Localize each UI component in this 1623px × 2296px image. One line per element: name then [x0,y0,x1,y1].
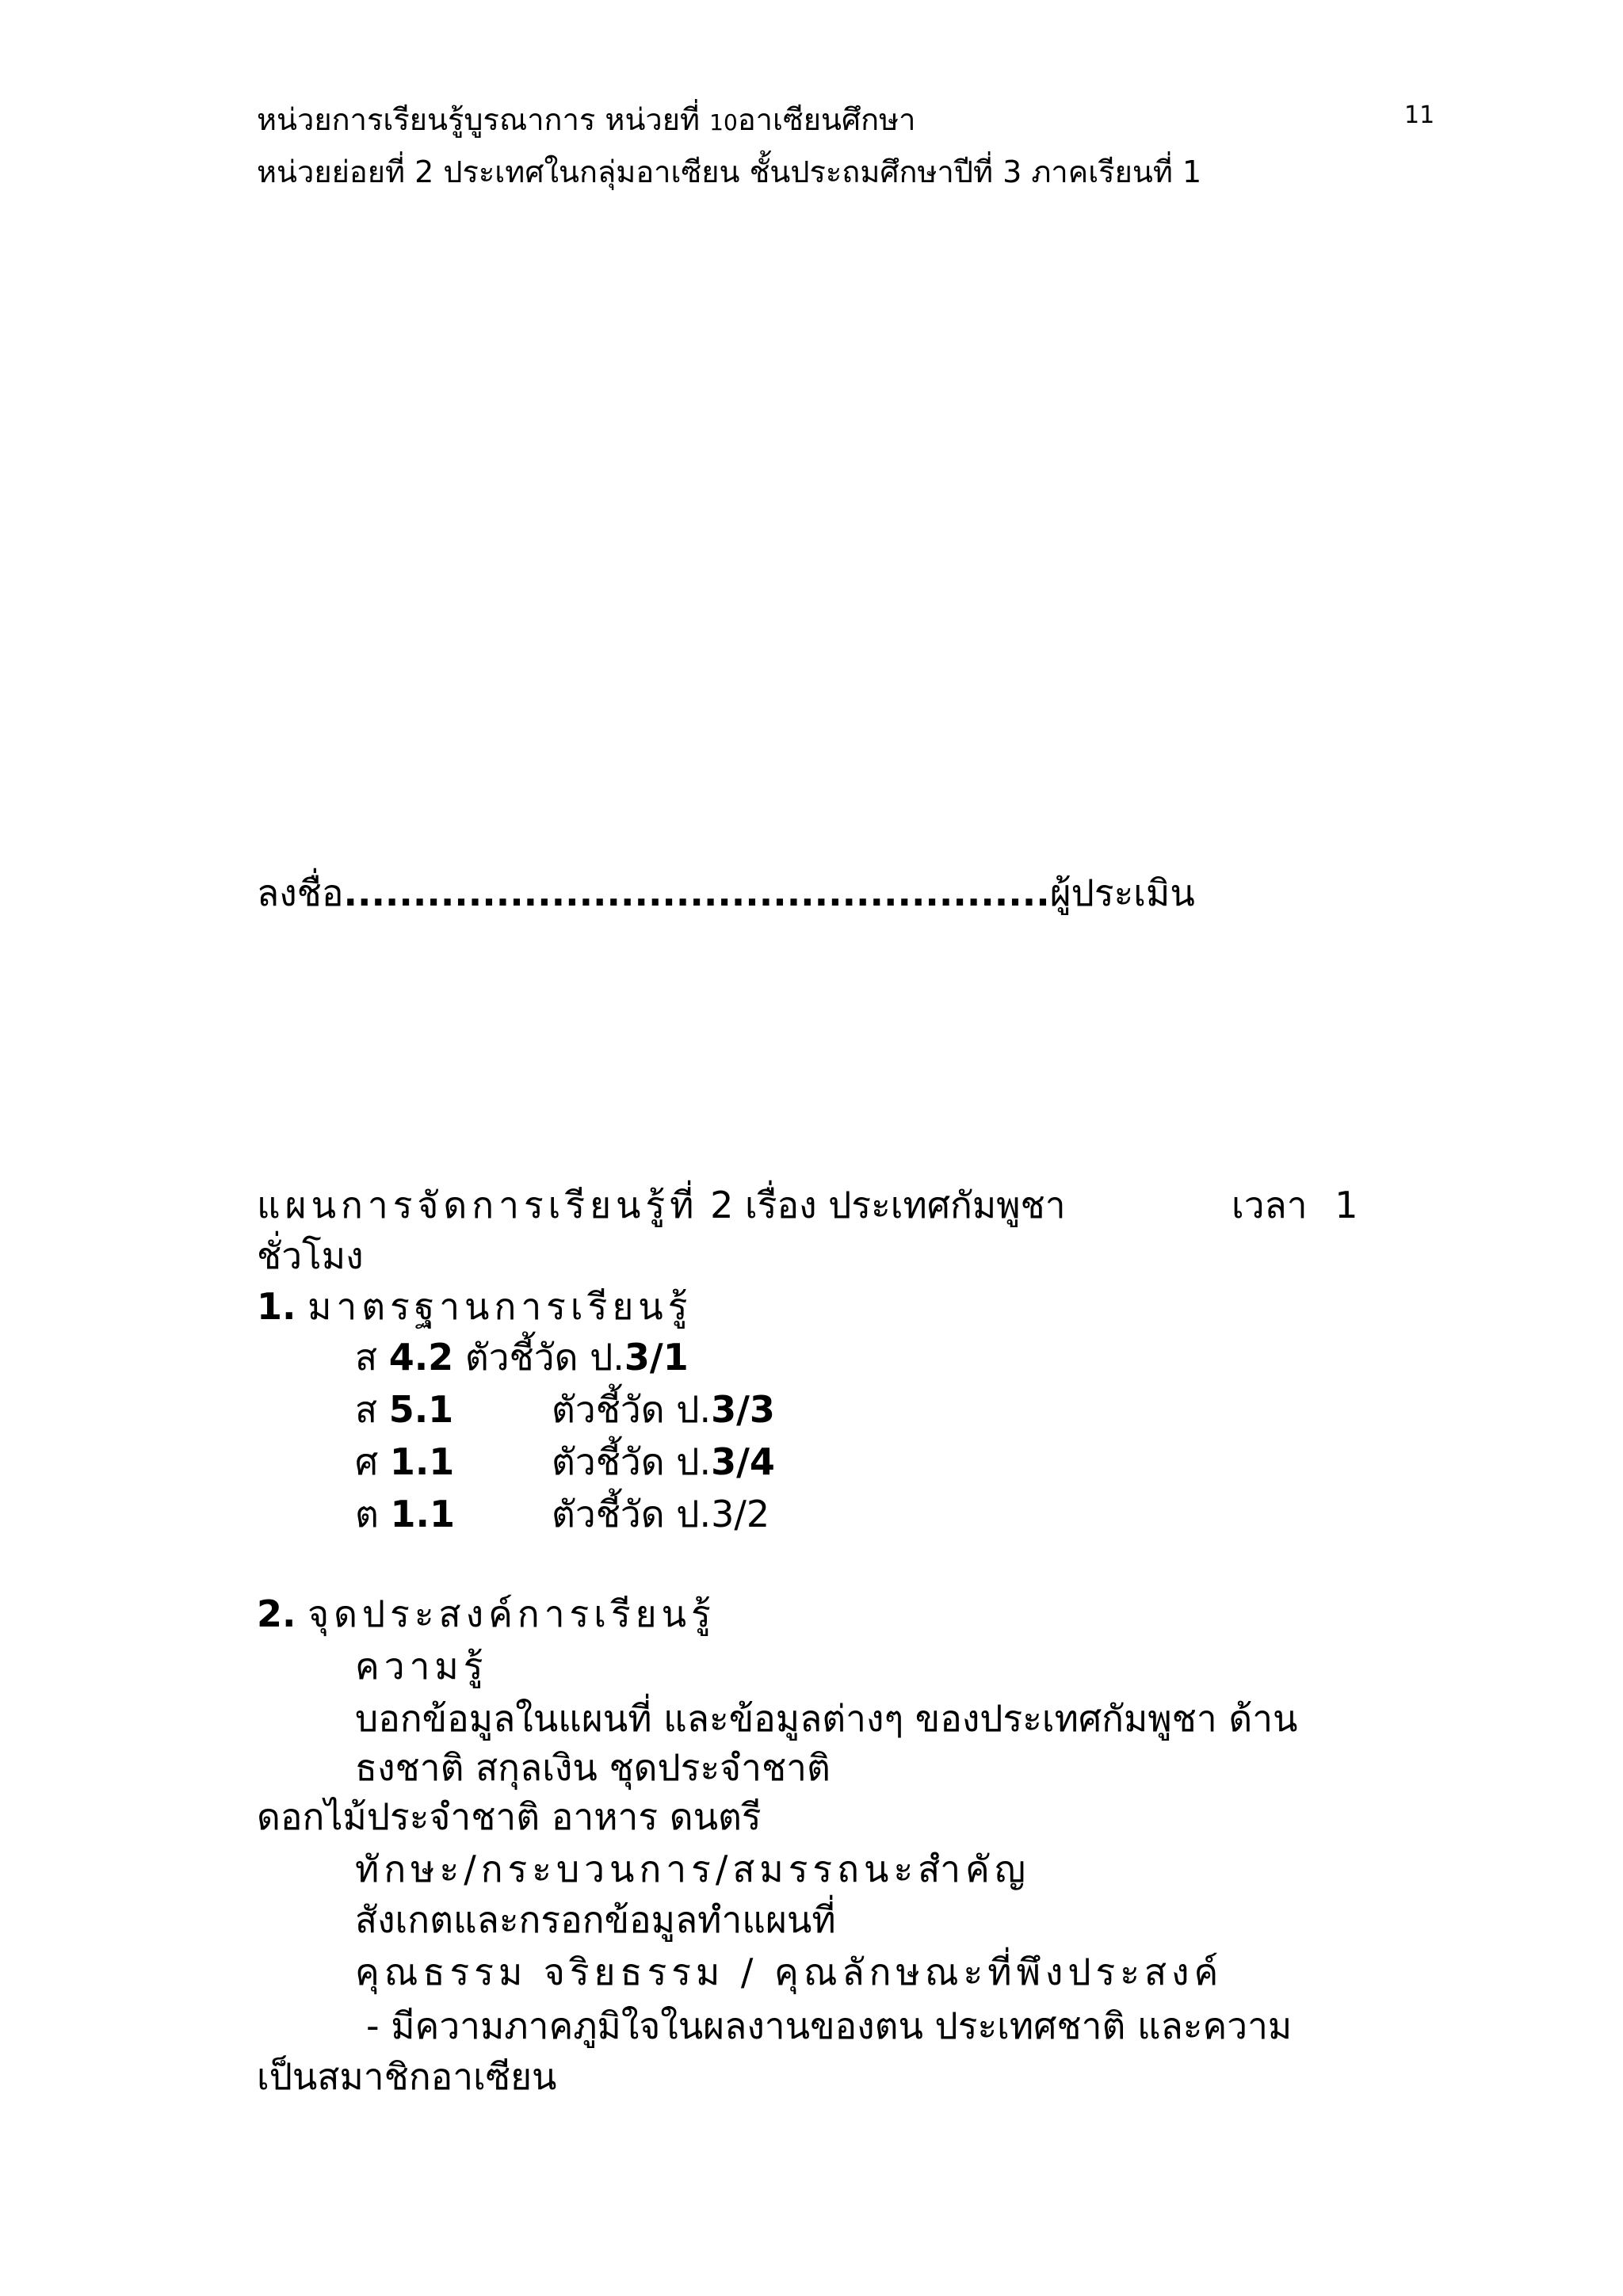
standard-prefix: ต [355,1493,379,1535]
header-unit-name: อาเซียนศึกษา [737,102,916,137]
standard-code: 5.1 [388,1388,454,1431]
standard-row [355,1385,453,1434]
section-1-number: 1. [257,1285,296,1328]
standard-indicator-label: ตัวชี้วัด ป. [464,1336,624,1379]
knowledge-line-3: ดอกไม้ประจำชาติ อาหาร ดนตรี [257,1795,762,1838]
header-unit-number: 10 [709,109,738,135]
standard-prefix: ส [355,1388,378,1431]
signature-dots: ................................................... [343,871,1050,914]
plan-time-value: 1 [1335,1184,1358,1226]
standard-indicator [552,1385,775,1434]
morals-line-1: - มีความภาคภูมิใจในผลงานของตน ประเทศชาติ และความ [366,2004,1293,2047]
section-2-heading [257,1589,716,1638]
header-line-2: หน่วยย่อยที่ 2 ประเทศในกลุ่มอาเซียน ชั้นประถมศึกษาปีที่ 3 ภาคเรียนที่ 1 [257,154,1202,189]
signature-role: ผู้ประเมิน [1049,871,1195,914]
standard-indicator-label: ตัวชี้วัด ป. [552,1388,712,1431]
section-1-title: มาตรฐานการเรียนรู้ [307,1285,693,1328]
knowledge-line-2: ธงชาติ สกุลเงิน ชุดประจำชาติ [355,1746,831,1789]
page-number: 11 [1404,101,1435,129]
standard-code: 1.1 [390,1493,455,1535]
standard-indicator [552,1437,775,1486]
plan-title-part2: 2 เรื่อง ประเทศกัมพูชา [710,1184,1066,1226]
plan-title-part1: แผนการจัดการเรียนรู้ที่ [257,1184,699,1226]
signature-line [257,868,1195,917]
standard-row [355,1489,455,1539]
standard-indicator-value: ป.3/2 [676,1493,770,1535]
section-2-title: จุดประสงค์การเรียนรู้ [307,1592,716,1635]
standard-row [355,1333,689,1382]
standard-indicator-value: 3/3 [711,1388,775,1431]
standard-row [355,1437,454,1486]
knowledge-line-1: บอกข้อมูลในแผนที่ และข้อมูลต่างๆ ของประเทศกัมพูชา ด้าน [355,1697,1298,1740]
standard-indicator [552,1489,769,1539]
skills-line: สังเกตและกรอกข้อมูลทำแผนที่ [355,1898,836,1941]
standard-code: 4.2 [388,1336,454,1379]
section-1-heading [257,1282,692,1331]
plan-time-label: เวลา [1232,1184,1308,1226]
standard-indicator-label: ตัวชี้วัด [552,1493,665,1535]
standard-indicator-label: ตัวชี้วัด ป. [552,1440,712,1483]
standard-indicator-value: 3/1 [624,1336,689,1379]
header-unit-title: หน่วยการเรียนรู้บูรณาการ หน่วยที่ [257,102,701,137]
morals-heading: คุณธรรม จริยธรรม / คุณลักษณะที่พึงประสงค์ [355,1951,1224,1993]
knowledge-heading: ความรู้ [355,1645,488,1688]
standard-prefix: ส [355,1336,378,1379]
plan-time [1232,1180,1358,1230]
standard-code: 1.1 [389,1440,455,1483]
skills-heading: ทักษะ/กระบวนการ/สมรรถนะสำคัญ [355,1848,1031,1890]
signature-label: ลงชื่อ [257,871,344,914]
standard-indicator-value: 3/4 [711,1440,775,1483]
plan-title [257,1180,1066,1230]
plan-time-unit: ชั่วโมง [257,1234,364,1277]
section-2-number: 2. [257,1592,296,1635]
standard-prefix: ศ [355,1440,379,1483]
morals-line-2: เป็นสมาชิกอาเซียน [257,2055,557,2098]
header-line-1 [257,97,916,146]
